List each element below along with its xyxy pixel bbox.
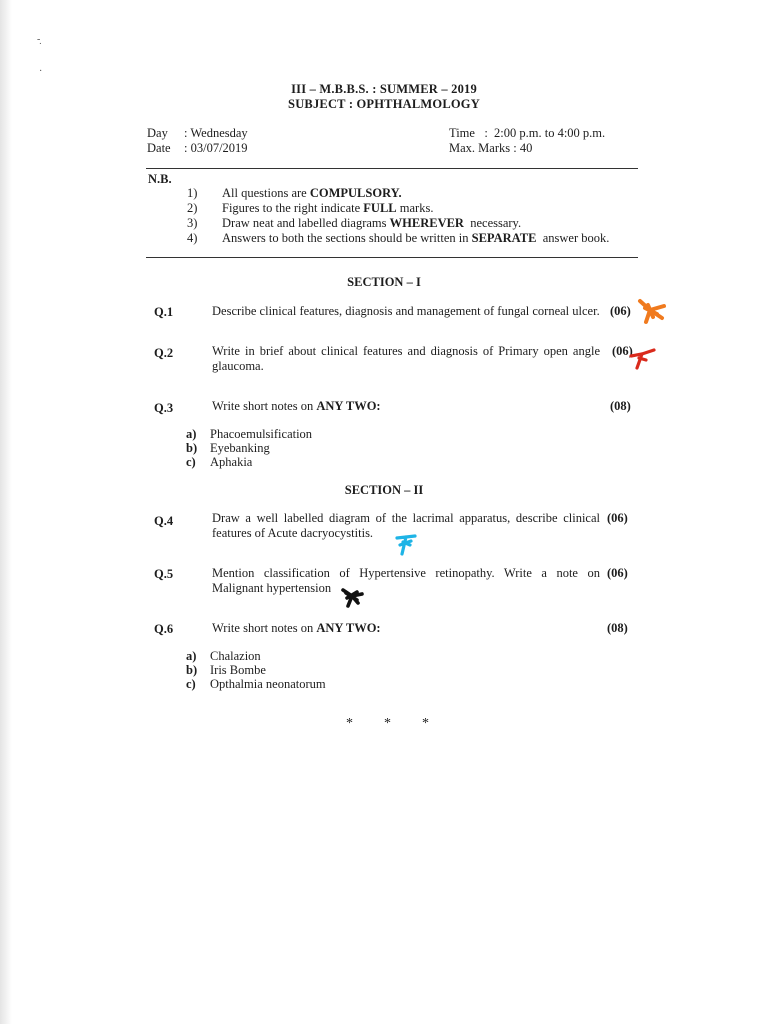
option-letter: c) <box>186 455 196 469</box>
scan-speck: -̣ <box>37 34 41 45</box>
option-letter: b) <box>186 441 198 455</box>
option-text: Eyebanking <box>210 441 270 455</box>
question-marks: (06) <box>607 566 628 580</box>
end-star: * <box>422 716 429 731</box>
option-letter: a) <box>186 649 197 663</box>
question-text: Describe clinical features, diagnosis and management of fungal corneal ulcer. <box>212 304 600 318</box>
question-text: Write short notes on ANY TWO: <box>212 621 381 635</box>
question-number: Q.5 <box>154 567 174 581</box>
option-text: Iris Bombe <box>210 663 266 677</box>
nb-item: Answers to both the sections should be written in SEPARATE answer book. <box>222 231 610 245</box>
nb-number: 3) <box>187 216 198 230</box>
red-scribble-mark <box>628 346 658 372</box>
question-marks: (08) <box>610 399 631 413</box>
option-letter: a) <box>186 427 197 441</box>
section-1-title: SECTION – I <box>347 275 421 289</box>
exam-title: III – M.B.B.S. : SUMMER – 2019 <box>291 82 477 96</box>
end-star: * <box>346 716 353 731</box>
question-marks: (06) <box>610 304 631 318</box>
end-star: * <box>384 716 391 731</box>
orange-scribble-mark <box>636 296 672 330</box>
divider-bottom <box>146 257 638 258</box>
question-text: Mention classification of Hypertensive retinopathy. Write a note on Malignant hypertension <box>212 566 600 595</box>
time-info: Time : 2:00 p.m. to 4:00 p.m. <box>449 126 606 140</box>
max-marks: Max. Marks : 40 <box>449 141 533 155</box>
question-text: Draw a well labelled diagram of the lacrimal apparatus, describe clinical features of Acute dacryocystitis. <box>212 511 600 540</box>
question-number: Q.6 <box>154 622 174 636</box>
nb-number: 1) <box>187 186 198 200</box>
nb-number: 2) <box>187 201 198 215</box>
question-marks: (06) <box>612 344 633 358</box>
scan-speck: · <box>39 66 43 77</box>
blue-scribble-mark <box>394 532 418 558</box>
section-2-title: SECTION – II <box>344 483 424 497</box>
question-number: Q.1 <box>154 305 174 319</box>
question-number: Q.4 <box>154 514 174 528</box>
question-text: Write short notes on ANY TWO: <box>212 399 381 413</box>
nb-item: All questions are COMPULSORY. <box>222 186 402 200</box>
divider-top <box>146 168 638 169</box>
option-text: Chalazion <box>210 649 261 663</box>
nb-number: 4) <box>187 231 198 245</box>
date-value: : 03/07/2019 <box>184 141 248 155</box>
nb-item: Draw neat and labelled diagrams WHEREVER necessary. <box>222 216 522 230</box>
exam-subject: SUBJECT : OPHTHALMOLOGY <box>288 97 480 111</box>
scan-edge-shadow <box>0 0 12 1024</box>
nb-label: N.B. <box>148 172 172 186</box>
black-scribble-mark <box>338 584 366 610</box>
question-text: Write in brief about clinical features and diagnosis of Primary open angle glaucoma. <box>212 344 600 373</box>
option-letter: c) <box>186 677 196 691</box>
option-text: Aphakia <box>210 455 253 469</box>
option-text: Phacoemulsification <box>210 427 313 441</box>
option-letter: b) <box>186 663 198 677</box>
nb-item: Figures to the right indicate FULL marks. <box>222 201 434 215</box>
date-label: Date <box>147 141 171 155</box>
question-number: Q.2 <box>154 346 174 360</box>
day-label: Day <box>147 126 168 140</box>
day-value: : Wednesday <box>184 126 248 140</box>
question-marks: (08) <box>607 621 628 635</box>
option-text: Opthalmia neonatorum <box>210 677 326 691</box>
question-marks: (06) <box>607 511 628 525</box>
question-number: Q.3 <box>154 401 174 415</box>
